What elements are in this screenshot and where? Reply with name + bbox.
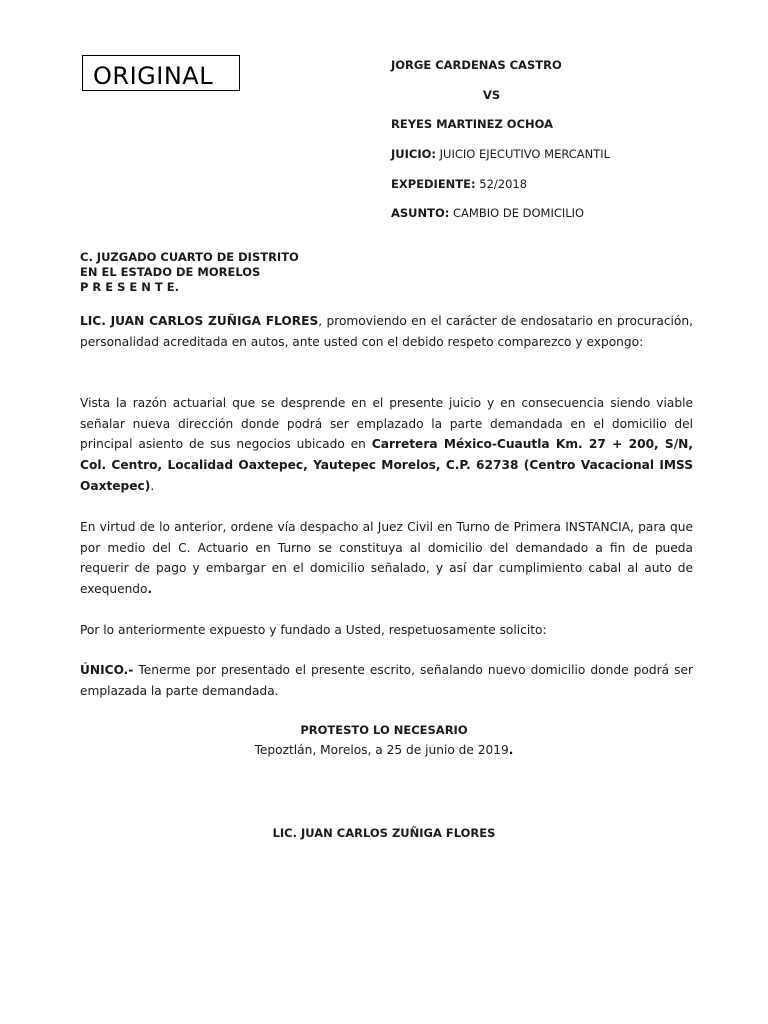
addressee-line-1: C. JUZGADO CUARTO DE DISTRITO [80,250,299,264]
address-paragraph: Vista la razón actuarial que se desprende en el presente juicio y en consecuencia siendo viable señalar nueva dirección donde podrá ser emplazado la parte demandada en el domicilio del principal asiento de sus negocios ubicado en Carretera México-Cuautla Km. 27 + 200, S/N, Col. Centro, Localidad Oaxtepec, Yautepec Morelos, C.P. 62738 (Centro Vacacional IMSS Oaxtepec). [80,396,693,493]
addressee-line-3: P R E S E N T E. [80,280,179,294]
expediente-label: EXPEDIENTE: [391,177,476,191]
unico-label: ÚNICO.- [80,663,134,677]
versus-label: VS [483,88,501,102]
unico-paragraph [80,660,693,701]
place-date: Tepoztlán, Morelos, a 25 de junio de 2019. [254,743,514,757]
plaintiff-name: JORGE CARDENAS CASTRO [391,58,562,72]
addressee-block [80,250,299,295]
defendant-name: REYES MARTINEZ OCHOA [391,117,554,131]
unico-text: Tenerme por presentado el presente escrito, señalando nuevo domicilio donde podrá ser emplazada la parte demandada. [80,663,693,698]
juicio-label: JUICIO: [391,147,436,161]
original-stamp: ORIGINAL [82,55,240,91]
expediente-line [391,177,527,191]
request-paragraph: En virtud de lo anterior, ordene vía despacho al Juez Civil en Turno de Primera INSTANCIA, para que por medio del C. Actuario en Turno se constituya al domicilio del demandado a fin de pueda requerir de pago y embargar en el domicilio señalado, y así dar cumplimiento cabal al auto de exequendo. [80,520,693,597]
signature-name: LIC. JUAN CARLOS ZUÑIGA FLORES [272,826,496,840]
solicito-paragraph: Por lo anteriormente expuesto y fundado a Usted, respetuosamente solicito: [80,623,547,637]
addressee-line-2: EN EL ESTADO DE MORELOS [80,265,261,279]
new-address: Carretera México-Cuautla Km. 27 + 200, S/N, Col. Centro, Localidad Oaxtepec, Yautepec Morelos, C.P. 62738 (Centro Vacacional IMSS Oaxtepec) [80,437,693,493]
asunto-value: CAMBIO DE DOMICILIO [453,206,585,220]
protesto-heading: PROTESTO LO NECESARIO [300,723,468,737]
asunto-label: ASUNTO: [391,206,450,220]
asunto-line [391,206,584,220]
intro-paragraph [80,311,693,352]
intro-text: , promoviendo en el carácter de endosatario en procuración, personalidad acreditada en autos, ante usted con el debido respeto comparezco y expongo: [80,314,693,349]
juicio-value: JUICIO EJECUTIVO MERCANTIL [439,147,611,161]
request-text: En virtud de lo anterior, ordene vía despacho al Juez Civil en Turno de Primera INSTANCIA, para que por medio del C. Actuario en Turno se constituya al domicilio del demandado a fin de pueda requerir de pago y embargar en el domicilio señalado, y así dar cumplimiento cabal al auto de exequendo [80,520,693,597]
promovente-name: LIC. JUAN CARLOS ZUÑIGA FLORES [80,314,319,328]
juicio-line [391,147,610,161]
address-intro-text: Vista la razón actuarial que se desprende en el presente juicio y en consecuencia siendo viable señalar nueva dirección donde podrá ser emplazado la parte demandada en el domicilio del principal asiento de sus negocios ubicado en [80,396,693,452]
expediente-value: 52/2018 [479,177,528,191]
